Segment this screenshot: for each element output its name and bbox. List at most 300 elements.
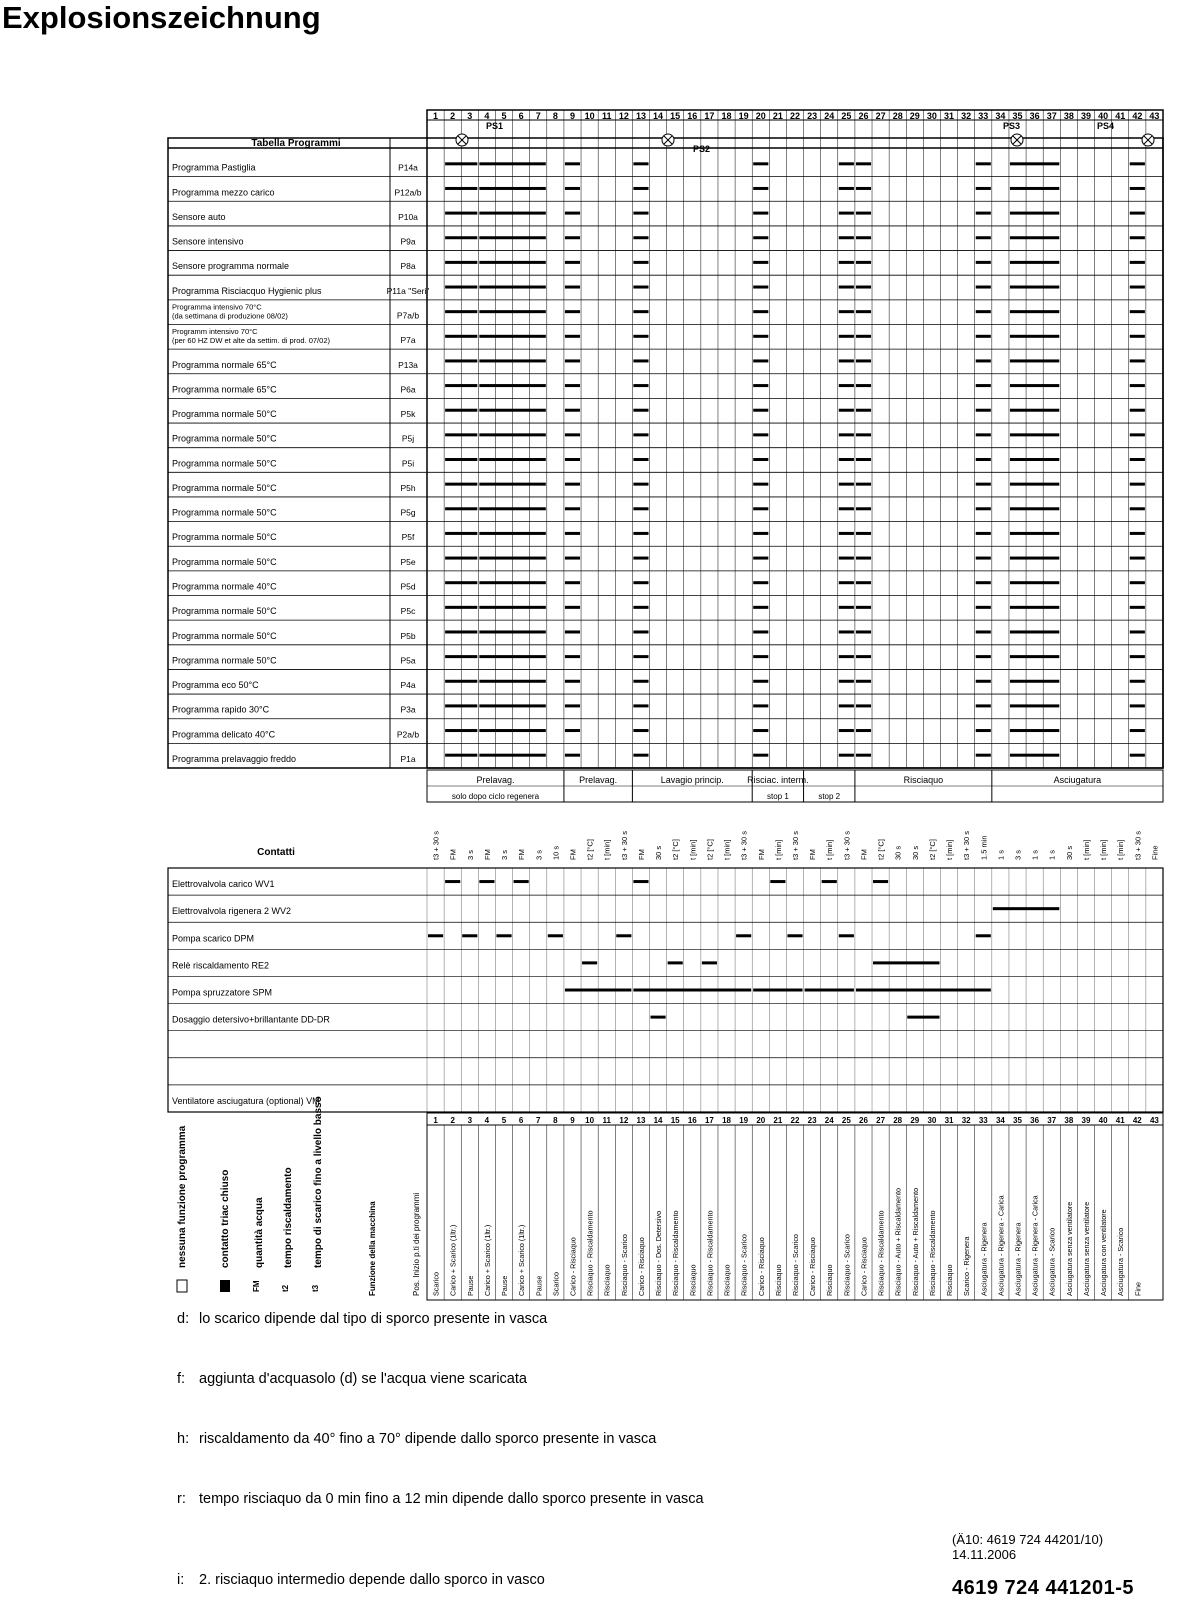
bottom-column-number: 33 — [978, 1116, 988, 1125]
functions-heading: Funzione della macchina — [368, 1201, 377, 1296]
step-bar — [479, 630, 545, 633]
time-label: 1 s — [1047, 849, 1057, 860]
step-bar — [1010, 680, 1059, 683]
time-label: t [min] — [945, 839, 955, 860]
program-code: P1a — [400, 754, 416, 764]
phase-label: Risciaquo — [903, 775, 944, 785]
program-code: P4a — [400, 680, 416, 691]
step-bar — [445, 557, 477, 560]
step-bar — [1010, 433, 1059, 436]
step-bar — [633, 606, 648, 609]
function-label: Risciaquo — [825, 1264, 835, 1296]
program-name: Programma mezzo carico — [172, 187, 275, 198]
contact-bar — [616, 934, 631, 937]
contact-bar — [668, 961, 683, 964]
step-bar — [1130, 458, 1145, 461]
program-code: P8a — [400, 261, 416, 272]
contact-name: Pompa scarico DPM — [172, 933, 255, 944]
contact-bar — [822, 880, 837, 883]
step-bar — [479, 704, 545, 707]
step-bar — [633, 286, 648, 289]
step-bar — [976, 433, 991, 436]
step-bar — [976, 704, 991, 707]
step-bar — [633, 310, 648, 313]
contact-bar — [633, 880, 648, 883]
footnote-key: i: — [177, 1572, 185, 1588]
step-bar — [856, 261, 871, 264]
contact-bar — [651, 1016, 666, 1019]
step-bar — [839, 532, 854, 535]
function-label: Asciugatura - Rigenera — [979, 1222, 989, 1296]
step-bar — [479, 581, 545, 584]
step-bar — [565, 261, 580, 264]
step-bar — [856, 557, 871, 560]
footnote-text: lo scarico dipende dal tipo di sporco presente in vasca — [199, 1311, 548, 1327]
bottom-column-number: 22 — [790, 1116, 800, 1125]
time-label: 3 s — [465, 849, 475, 860]
step-bar — [976, 729, 991, 732]
step-bar — [565, 359, 580, 362]
step-bar — [1130, 729, 1145, 732]
step-bar — [565, 532, 580, 535]
legend-symbol: t3 — [311, 1284, 320, 1292]
step-bar — [1010, 359, 1059, 362]
program-code: P5b — [400, 630, 416, 641]
function-label: Risciaquo - Scarico — [619, 1234, 629, 1296]
bottom-column-number: 18 — [722, 1116, 731, 1125]
footnote-text: 2. risciaquo intermedio depende dallo sporco in vasco — [199, 1572, 545, 1588]
contact-bar — [839, 934, 854, 937]
step-bar — [479, 335, 545, 338]
contact-bar — [445, 880, 460, 883]
contact-bar — [787, 934, 802, 937]
time-label: t2 [°C] — [876, 839, 886, 860]
step-bar — [753, 212, 768, 215]
column-number: 35 — [1012, 111, 1023, 121]
step-bar — [445, 212, 477, 215]
function-label: Risciaquo - Riscaldamento — [671, 1210, 681, 1296]
step-bar — [753, 557, 768, 560]
footnote-f — [177, 1371, 527, 1387]
phase-label: Asciugatura — [1053, 775, 1102, 785]
function-label: Scarico — [551, 1272, 561, 1296]
time-label: FM — [859, 849, 869, 860]
step-bar — [565, 187, 580, 190]
column-number: 27 — [875, 111, 886, 121]
column-number: 14 — [653, 111, 664, 121]
step-bar — [1130, 359, 1145, 362]
step-bar — [633, 359, 648, 362]
program-code: P6a — [400, 384, 416, 395]
step-bar — [856, 409, 871, 412]
step-bar — [445, 680, 477, 683]
bottom-column-number: 7 — [536, 1116, 541, 1125]
step-bar — [565, 630, 580, 633]
time-label: t2 [°C] — [927, 839, 937, 860]
column-number: 7 — [535, 111, 541, 121]
function-label: Fine — [1133, 1282, 1143, 1296]
step-bar — [976, 335, 991, 338]
column-number: 22 — [789, 111, 801, 121]
step-bar — [633, 212, 648, 215]
column-number: 24 — [824, 111, 835, 121]
step-bar — [753, 261, 768, 264]
function-label: Asciugatura - Rigenera — [1013, 1222, 1023, 1296]
column-number: 32 — [961, 111, 972, 121]
column-number: 1 — [433, 111, 439, 121]
step-bar — [633, 680, 648, 683]
step-bar — [1130, 261, 1145, 264]
step-bar — [856, 754, 871, 757]
step-bar — [1130, 704, 1145, 707]
step-bar — [753, 409, 768, 412]
step-bar — [1130, 384, 1145, 387]
bottom-column-number: 15 — [670, 1116, 680, 1125]
program-frame — [168, 138, 1163, 768]
program-name: Programma normale 50°C — [172, 482, 277, 493]
time-label: FM — [808, 849, 818, 860]
step-bar — [839, 581, 854, 584]
phase-sublabel: stop 1 — [766, 792, 789, 801]
bottom-column-number: 9 — [570, 1116, 575, 1125]
step-bar — [839, 162, 854, 165]
column-number: 12 — [618, 111, 629, 121]
phase-label: Prelavag. — [476, 775, 515, 785]
step-bar — [479, 655, 545, 658]
column-number: 3 — [467, 111, 473, 121]
step-bar — [856, 704, 871, 707]
bottom-column-number: 26 — [859, 1116, 868, 1125]
step-bar — [633, 704, 648, 707]
footnote-d — [177, 1311, 547, 1327]
bottom-column-number: 28 — [893, 1116, 903, 1125]
program-name: Programma Pastiglia — [172, 162, 256, 173]
function-label: Risciaquo - Auto + Riscaldamento — [893, 1187, 903, 1296]
program-code: P5d — [400, 581, 416, 592]
function-label: Asciugatura - Scarico — [1116, 1227, 1126, 1296]
function-label: Risciaquo — [722, 1264, 732, 1296]
step-bar — [445, 704, 477, 707]
program-name: Programma intensivo 70°C — [172, 302, 262, 312]
time-label: t3 + 30 s — [619, 831, 629, 860]
time-label: t2 [°C] — [705, 839, 715, 860]
contact-bar — [514, 880, 529, 883]
step-bar — [753, 729, 768, 732]
step-bar — [479, 212, 545, 215]
time-label: t [min] — [825, 839, 835, 860]
function-label: Risciaquo - Scarico — [842, 1234, 852, 1296]
column-number: 18 — [721, 111, 732, 121]
step-bar — [445, 187, 477, 190]
step-bar — [753, 754, 768, 757]
step-bar — [976, 680, 991, 683]
step-bar — [753, 384, 768, 387]
function-label: Carico - Risciaquo — [808, 1237, 818, 1296]
step-bar — [1130, 187, 1145, 190]
step-bar — [1010, 557, 1059, 560]
step-bar — [445, 286, 477, 289]
step-bar — [976, 606, 991, 609]
bottom-column-number: 29 — [910, 1116, 920, 1125]
step-bar — [753, 507, 768, 510]
step-bar — [856, 384, 871, 387]
contact-bar — [428, 934, 443, 937]
segment-label: PS2 — [693, 144, 711, 154]
step-bar — [479, 458, 545, 461]
phase-label: Lavagio princip. — [660, 775, 724, 785]
program-name: Programma normale 50°C — [172, 630, 277, 641]
step-bar — [1130, 236, 1145, 239]
step-bar — [1130, 557, 1145, 560]
function-label: Risciaquo - Scarico — [791, 1234, 800, 1296]
contact-name: Relè riscaldamento RE2 — [172, 960, 270, 971]
time-label: 1 s — [1030, 849, 1040, 860]
time-label: t [min] — [602, 839, 612, 860]
step-bar — [856, 236, 871, 239]
step-bar — [753, 359, 768, 362]
footnote-h — [177, 1431, 656, 1447]
time-label: 3 s — [500, 849, 510, 860]
bottom-column-number: 11 — [602, 1116, 611, 1125]
step-bar — [445, 335, 477, 338]
step-bar — [445, 310, 477, 313]
step-bar — [976, 557, 991, 560]
program-code: P14a — [398, 162, 418, 173]
bottom-column-number: 3 — [467, 1116, 473, 1125]
program-name: Programma normale 50°C — [172, 458, 277, 469]
step-bar — [1010, 532, 1059, 535]
step-bar — [753, 581, 768, 584]
time-label: 30 s — [910, 845, 920, 860]
program-code: P2a/b — [396, 729, 420, 740]
step-bar — [1010, 335, 1059, 338]
step-bar — [633, 557, 648, 560]
reference-number: 4619 724 441201-5 — [952, 1577, 1134, 1599]
step-bar — [445, 359, 477, 362]
step-bar — [565, 704, 580, 707]
step-bar — [565, 680, 580, 683]
program-code: P12a/b — [394, 187, 422, 198]
step-bar — [839, 286, 854, 289]
program-name: (per 60 HZ DW et alte da settim. di prod. 07/02) — [172, 336, 330, 346]
step-bar — [753, 433, 768, 436]
step-bar — [1010, 507, 1059, 510]
step-bar — [479, 606, 545, 609]
bottom-column-number: 38 — [1064, 1116, 1074, 1125]
time-label: t [min] — [773, 839, 783, 860]
time-label: FM — [517, 849, 527, 860]
step-bar — [479, 754, 545, 757]
bottom-column-number: 4 — [484, 1116, 490, 1125]
step-bar — [976, 655, 991, 658]
step-bar — [839, 384, 854, 387]
bottom-column-number: 41 — [1115, 1116, 1125, 1125]
step-bar — [445, 606, 477, 609]
segment-label: PS3 — [1003, 121, 1021, 131]
function-label: Risciaquo - Dos. Detersivo — [654, 1210, 664, 1296]
contact-bar — [736, 934, 751, 937]
function-label: Carico - Risciaquo — [568, 1237, 578, 1296]
time-label: t [min] — [1116, 839, 1126, 860]
step-bar — [976, 310, 991, 313]
bottom-column-number: 20 — [756, 1116, 766, 1125]
bottom-column-number: 16 — [687, 1116, 697, 1125]
step-bar — [856, 483, 871, 486]
program-code: P9a — [400, 236, 416, 247]
step-bar — [479, 162, 545, 165]
time-label: t3 + 30 s — [962, 831, 972, 860]
column-number: 6 — [518, 111, 524, 121]
step-bar — [839, 704, 854, 707]
step-bar — [1010, 187, 1059, 190]
contact-name: Elettrovalvola carico WV1 — [172, 879, 275, 890]
function-label: Asciugatura con ventilatore — [1099, 1209, 1109, 1296]
step-bar — [1010, 729, 1059, 732]
step-bar — [1010, 483, 1059, 486]
step-bar — [1010, 409, 1059, 412]
step-bar — [565, 310, 580, 313]
program-code: P5g — [400, 507, 416, 518]
step-bar — [856, 507, 871, 510]
bottom-column-number: 24 — [824, 1116, 834, 1125]
legend-text: tempo di scarico fino a livello basso — [313, 1096, 324, 1268]
step-bar — [1130, 433, 1145, 436]
step-bar — [976, 162, 991, 165]
program-name: Programma normale 50°C — [172, 507, 277, 518]
step-bar — [1010, 581, 1059, 584]
step-bar — [839, 754, 854, 757]
step-bar — [976, 507, 991, 510]
step-bar — [565, 655, 580, 658]
step-bar — [633, 384, 648, 387]
program-code: P11a "Seri" — [386, 285, 430, 296]
step-bar — [633, 458, 648, 461]
step-bar — [856, 212, 871, 215]
step-bar — [976, 212, 991, 215]
step-bar — [839, 557, 854, 560]
step-bar — [839, 261, 854, 264]
step-bar — [753, 704, 768, 707]
step-bar — [1130, 606, 1145, 609]
legend-empty-icon — [177, 1280, 187, 1292]
step-bar — [753, 606, 768, 609]
phase-label: Risciac. interm. — [747, 775, 809, 785]
legend-text: nessuna funzione programma — [177, 1125, 188, 1268]
step-bar — [976, 581, 991, 584]
step-bar — [479, 557, 545, 560]
step-bar — [445, 729, 477, 732]
time-label: t3 + 30 s — [739, 831, 749, 860]
step-bar — [1130, 409, 1145, 412]
reference-block — [952, 1532, 1103, 1562]
column-number: 41 — [1115, 111, 1126, 121]
function-label: Scarico — [431, 1272, 441, 1296]
step-bar — [479, 433, 545, 436]
function-label: Risciaquo - Scarico — [739, 1234, 749, 1296]
bottom-column-number: 40 — [1098, 1116, 1108, 1125]
program-name: Programma rapido 30°C — [172, 704, 270, 715]
step-bar — [633, 409, 648, 412]
contact-bar — [496, 934, 511, 937]
step-bar — [839, 409, 854, 412]
step-bar — [633, 236, 648, 239]
column-number: 21 — [772, 111, 783, 121]
time-label: FM — [756, 849, 766, 860]
step-bar — [1010, 754, 1059, 757]
bottom-column-number: 10 — [585, 1116, 595, 1125]
step-bar — [1130, 162, 1145, 165]
step-bar — [565, 162, 580, 165]
step-bar — [976, 409, 991, 412]
step-bar — [445, 483, 477, 486]
bottom-column-number: 31 — [944, 1116, 954, 1125]
step-bar — [839, 212, 854, 215]
step-bar — [445, 261, 477, 264]
step-bar — [479, 384, 545, 387]
bottom-column-number: 2 — [450, 1116, 455, 1125]
bottom-column-number: 19 — [739, 1116, 749, 1125]
legend-symbol: FM — [252, 1280, 261, 1292]
step-bar — [1010, 236, 1059, 239]
step-bar — [976, 236, 991, 239]
program-code: P3a — [400, 704, 416, 715]
legend-text: contatto triac chiuso — [220, 1169, 231, 1268]
step-bar — [1010, 655, 1059, 658]
table-header-label: Tabella Programmi — [251, 138, 341, 149]
step-bar — [839, 433, 854, 436]
step-bar — [839, 680, 854, 683]
bottom-column-number: 21 — [773, 1116, 783, 1125]
function-label: Risciaquo - Riscaldamento — [876, 1210, 886, 1296]
step-bar — [565, 606, 580, 609]
step-bar — [445, 754, 477, 757]
program-name: Programma normale 65°C — [172, 384, 277, 395]
column-number: 43 — [1149, 111, 1160, 121]
column-number: 30 — [926, 111, 937, 121]
step-bar — [1010, 384, 1059, 387]
step-bar — [839, 335, 854, 338]
contact-bar — [633, 989, 751, 992]
step-bar — [753, 335, 768, 338]
program-code: P5c — [400, 606, 416, 617]
function-label: Pause — [534, 1275, 544, 1296]
step-bar — [1010, 261, 1059, 264]
step-bar — [1130, 655, 1145, 658]
bottom-column-number: 39 — [1081, 1116, 1091, 1125]
function-label: Asciugatura - Rigenera - Carica — [1030, 1195, 1040, 1296]
step-bar — [839, 729, 854, 732]
step-bar — [856, 581, 871, 584]
legend-text: tempo riscaldamento — [283, 1167, 294, 1268]
step-bar — [633, 433, 648, 436]
bottom-column-number: 14 — [653, 1116, 663, 1125]
contact-bar — [462, 934, 477, 937]
step-bar — [445, 630, 477, 633]
bottom-column-number: 34 — [995, 1116, 1005, 1125]
bottom-column-number: 25 — [841, 1116, 851, 1125]
time-label: 3 s — [1013, 849, 1023, 860]
step-bar — [856, 162, 871, 165]
column-number: 39 — [1080, 111, 1091, 121]
step-bar — [565, 433, 580, 436]
time-label: FM — [448, 849, 458, 860]
step-bar — [445, 236, 477, 239]
function-label: Pause — [465, 1275, 475, 1296]
step-bar — [1130, 507, 1145, 510]
reference-line1: (Ä10: 4619 724 44201/10) — [952, 1532, 1104, 1547]
time-label: t3 + 30 s — [1133, 831, 1143, 860]
step-bar — [856, 286, 871, 289]
